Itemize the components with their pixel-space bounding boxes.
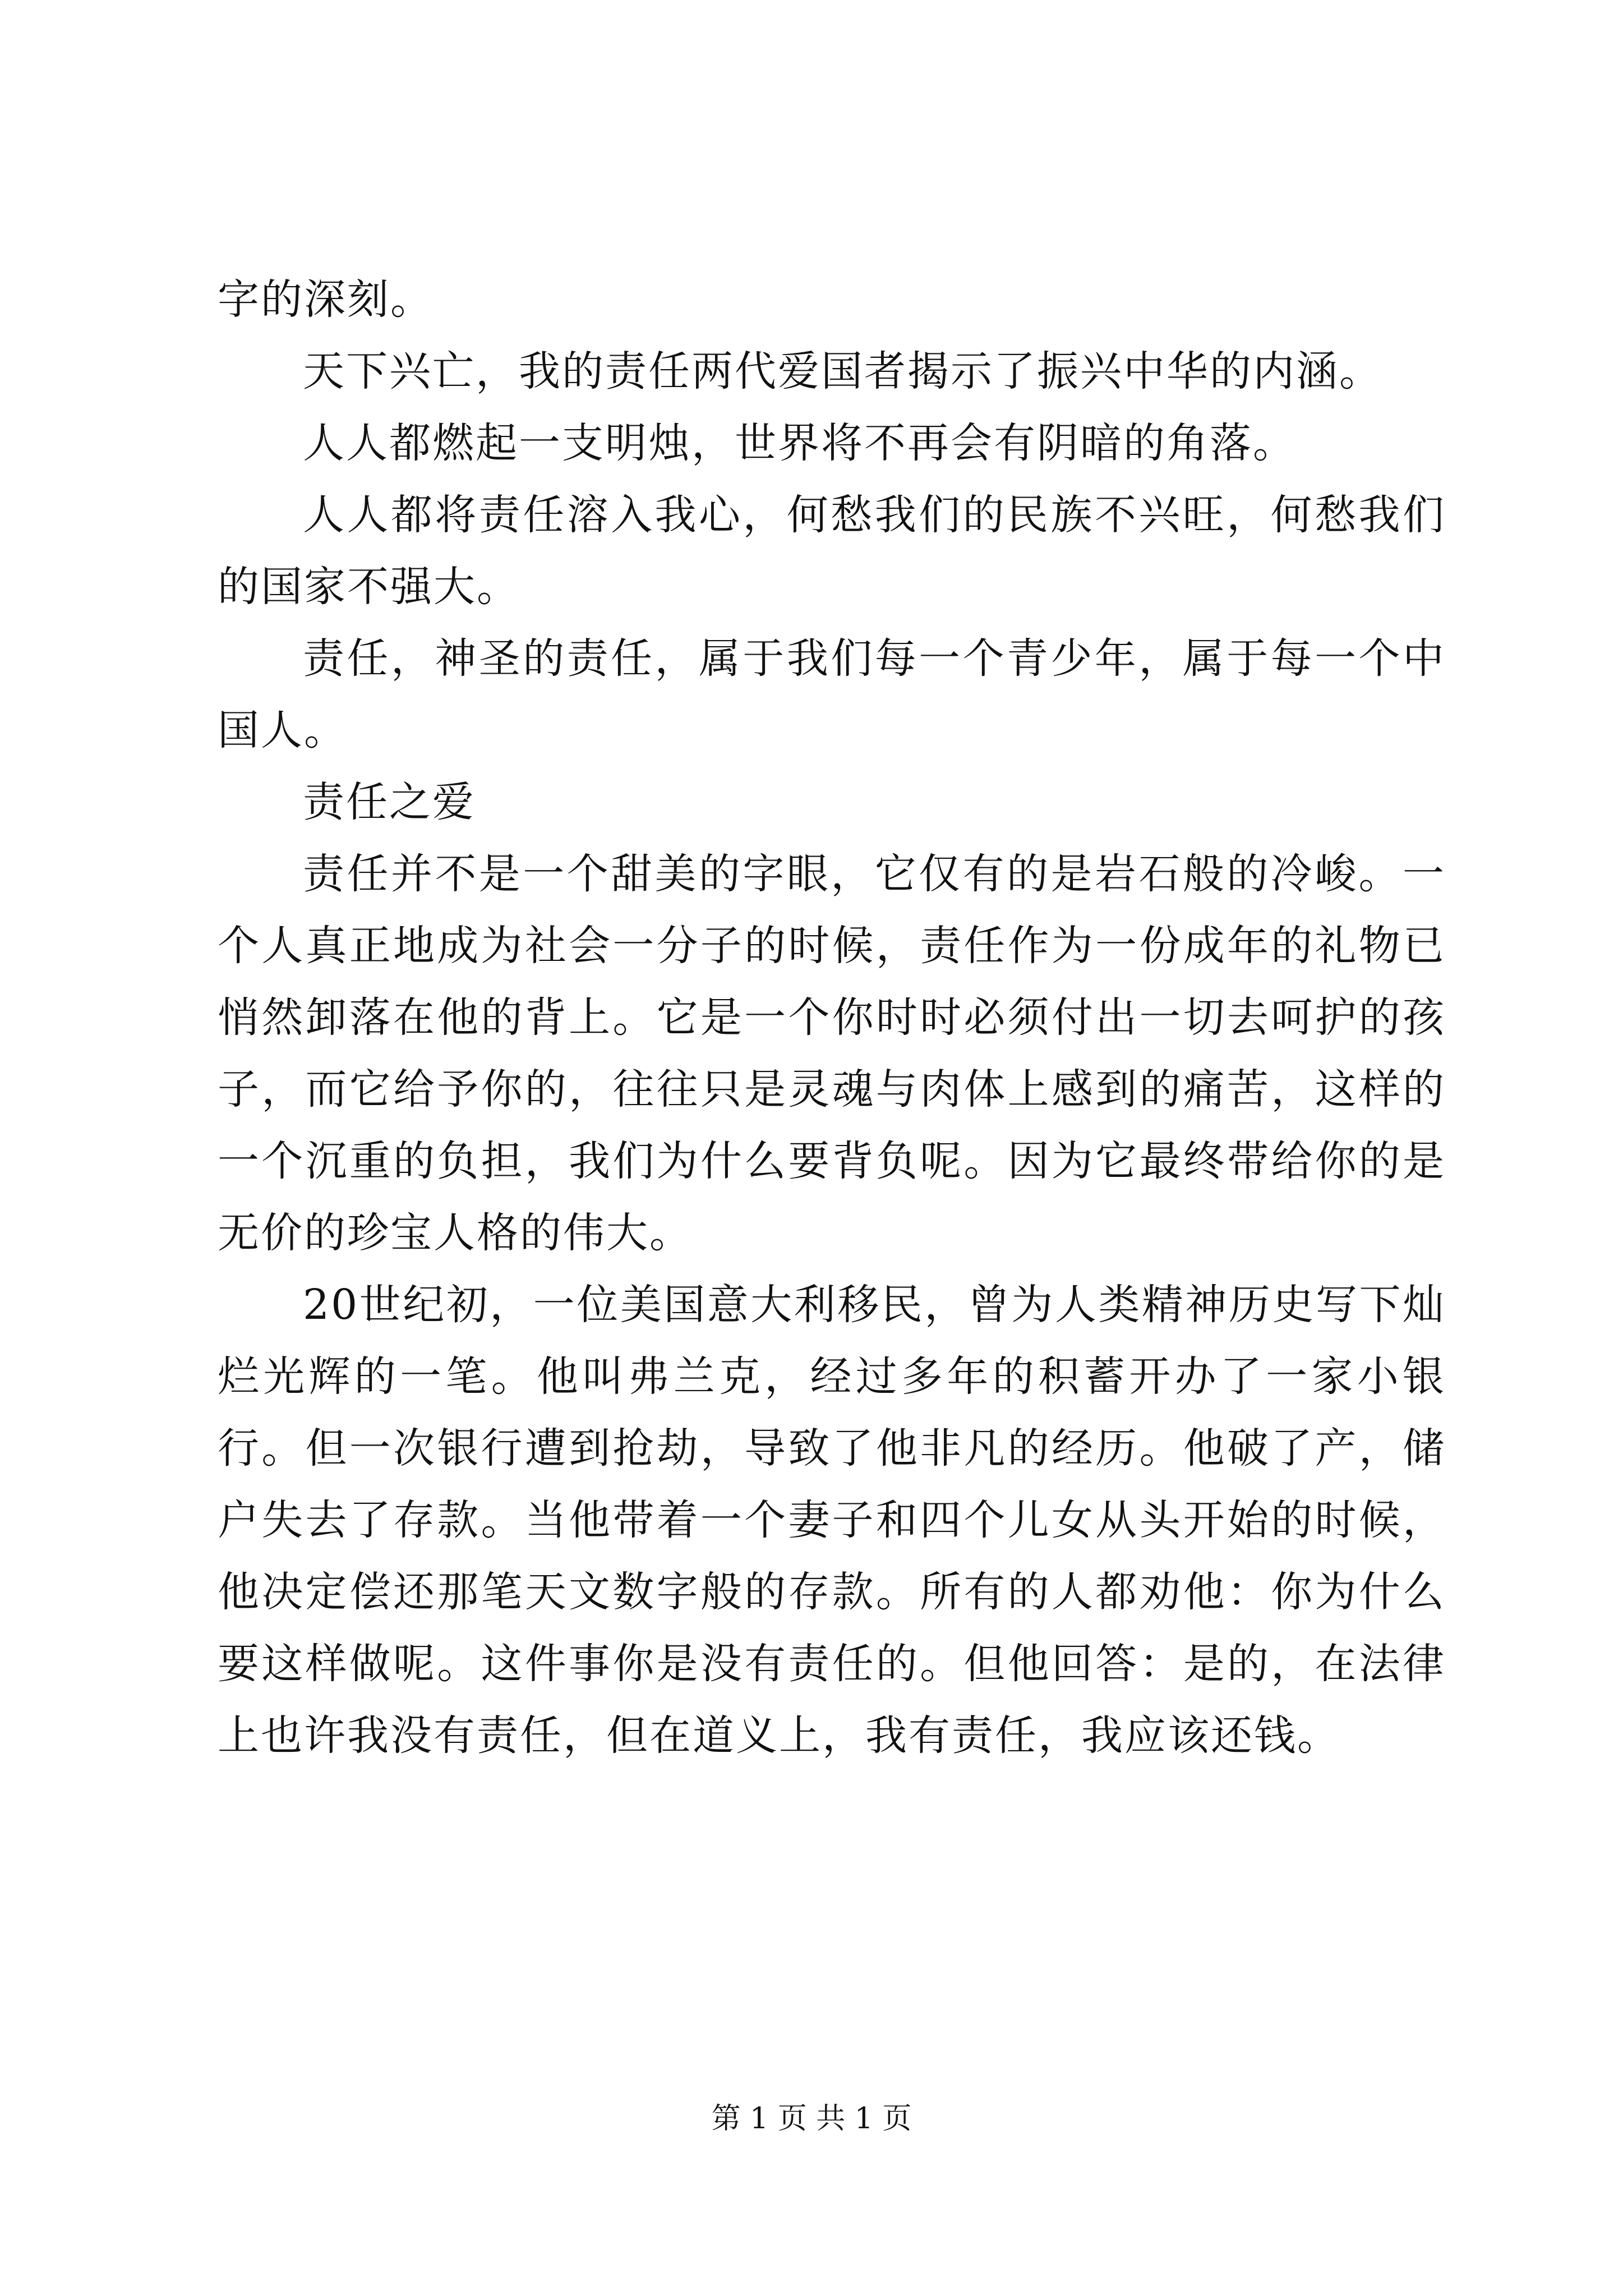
paragraph: 天下兴亡，我的责任两代爱国者揭示了振兴中华的内涵。 <box>303 347 1382 395</box>
page-footer: 第 1 页 共 1 页 <box>711 2102 912 2136</box>
paragraph: 责任，神圣的责任，属于我们每一个青少年，属于每一个中国人。 <box>218 634 1446 754</box>
document-body <box>218 264 1446 1772</box>
paragraph: 人人都将责任溶入我心，何愁我们的民族不兴旺，何愁我们的国家不强大。 <box>218 491 1446 611</box>
paragraph: 人人都燃起一支明烛，世界将不再会有阴暗的角落。 <box>303 419 1296 467</box>
section-heading: 责任之爱 <box>303 778 476 826</box>
paragraph: 责任并不是一个甜美的字眼，它仅有的是岩石般的冷峻。一个人真正地成为社会一分子的时候，责任作为一份成年的礼物已悄然卸落在他的背上。它是一个你时时必须付出一切去呵护的孩子，而它给予你的，往往只是灵魂与肉体上感到的痛苦，这样的一个沉重的负担，我们为什么要背负呢。因为它最终带给你的是无价的珍宝人格的伟大。 <box>218 850 1446 1257</box>
paragraph: 字的深刻。 <box>218 275 434 324</box>
paragraph: 20世纪初，一位美国意大利移民，曾为人类精神历史写下灿烂光辉的一笔。他叫弗兰克，经过多年的积蓄开办了一家小银行。但一次银行遭到抢劫，导致了他非凡的经历。他破了产，储户失去了存款。当他带着一个妻子和四个儿女从头开始的时候，他决定偿还那笔天文数字般的存款。所有的人都劝他：你为什么要这样做呢。这件事你是没有责任的。但他回答：是的，在法律上也许我没有责任，但在道义上，我有责任，我应该还钱。 <box>218 1281 1446 1760</box>
